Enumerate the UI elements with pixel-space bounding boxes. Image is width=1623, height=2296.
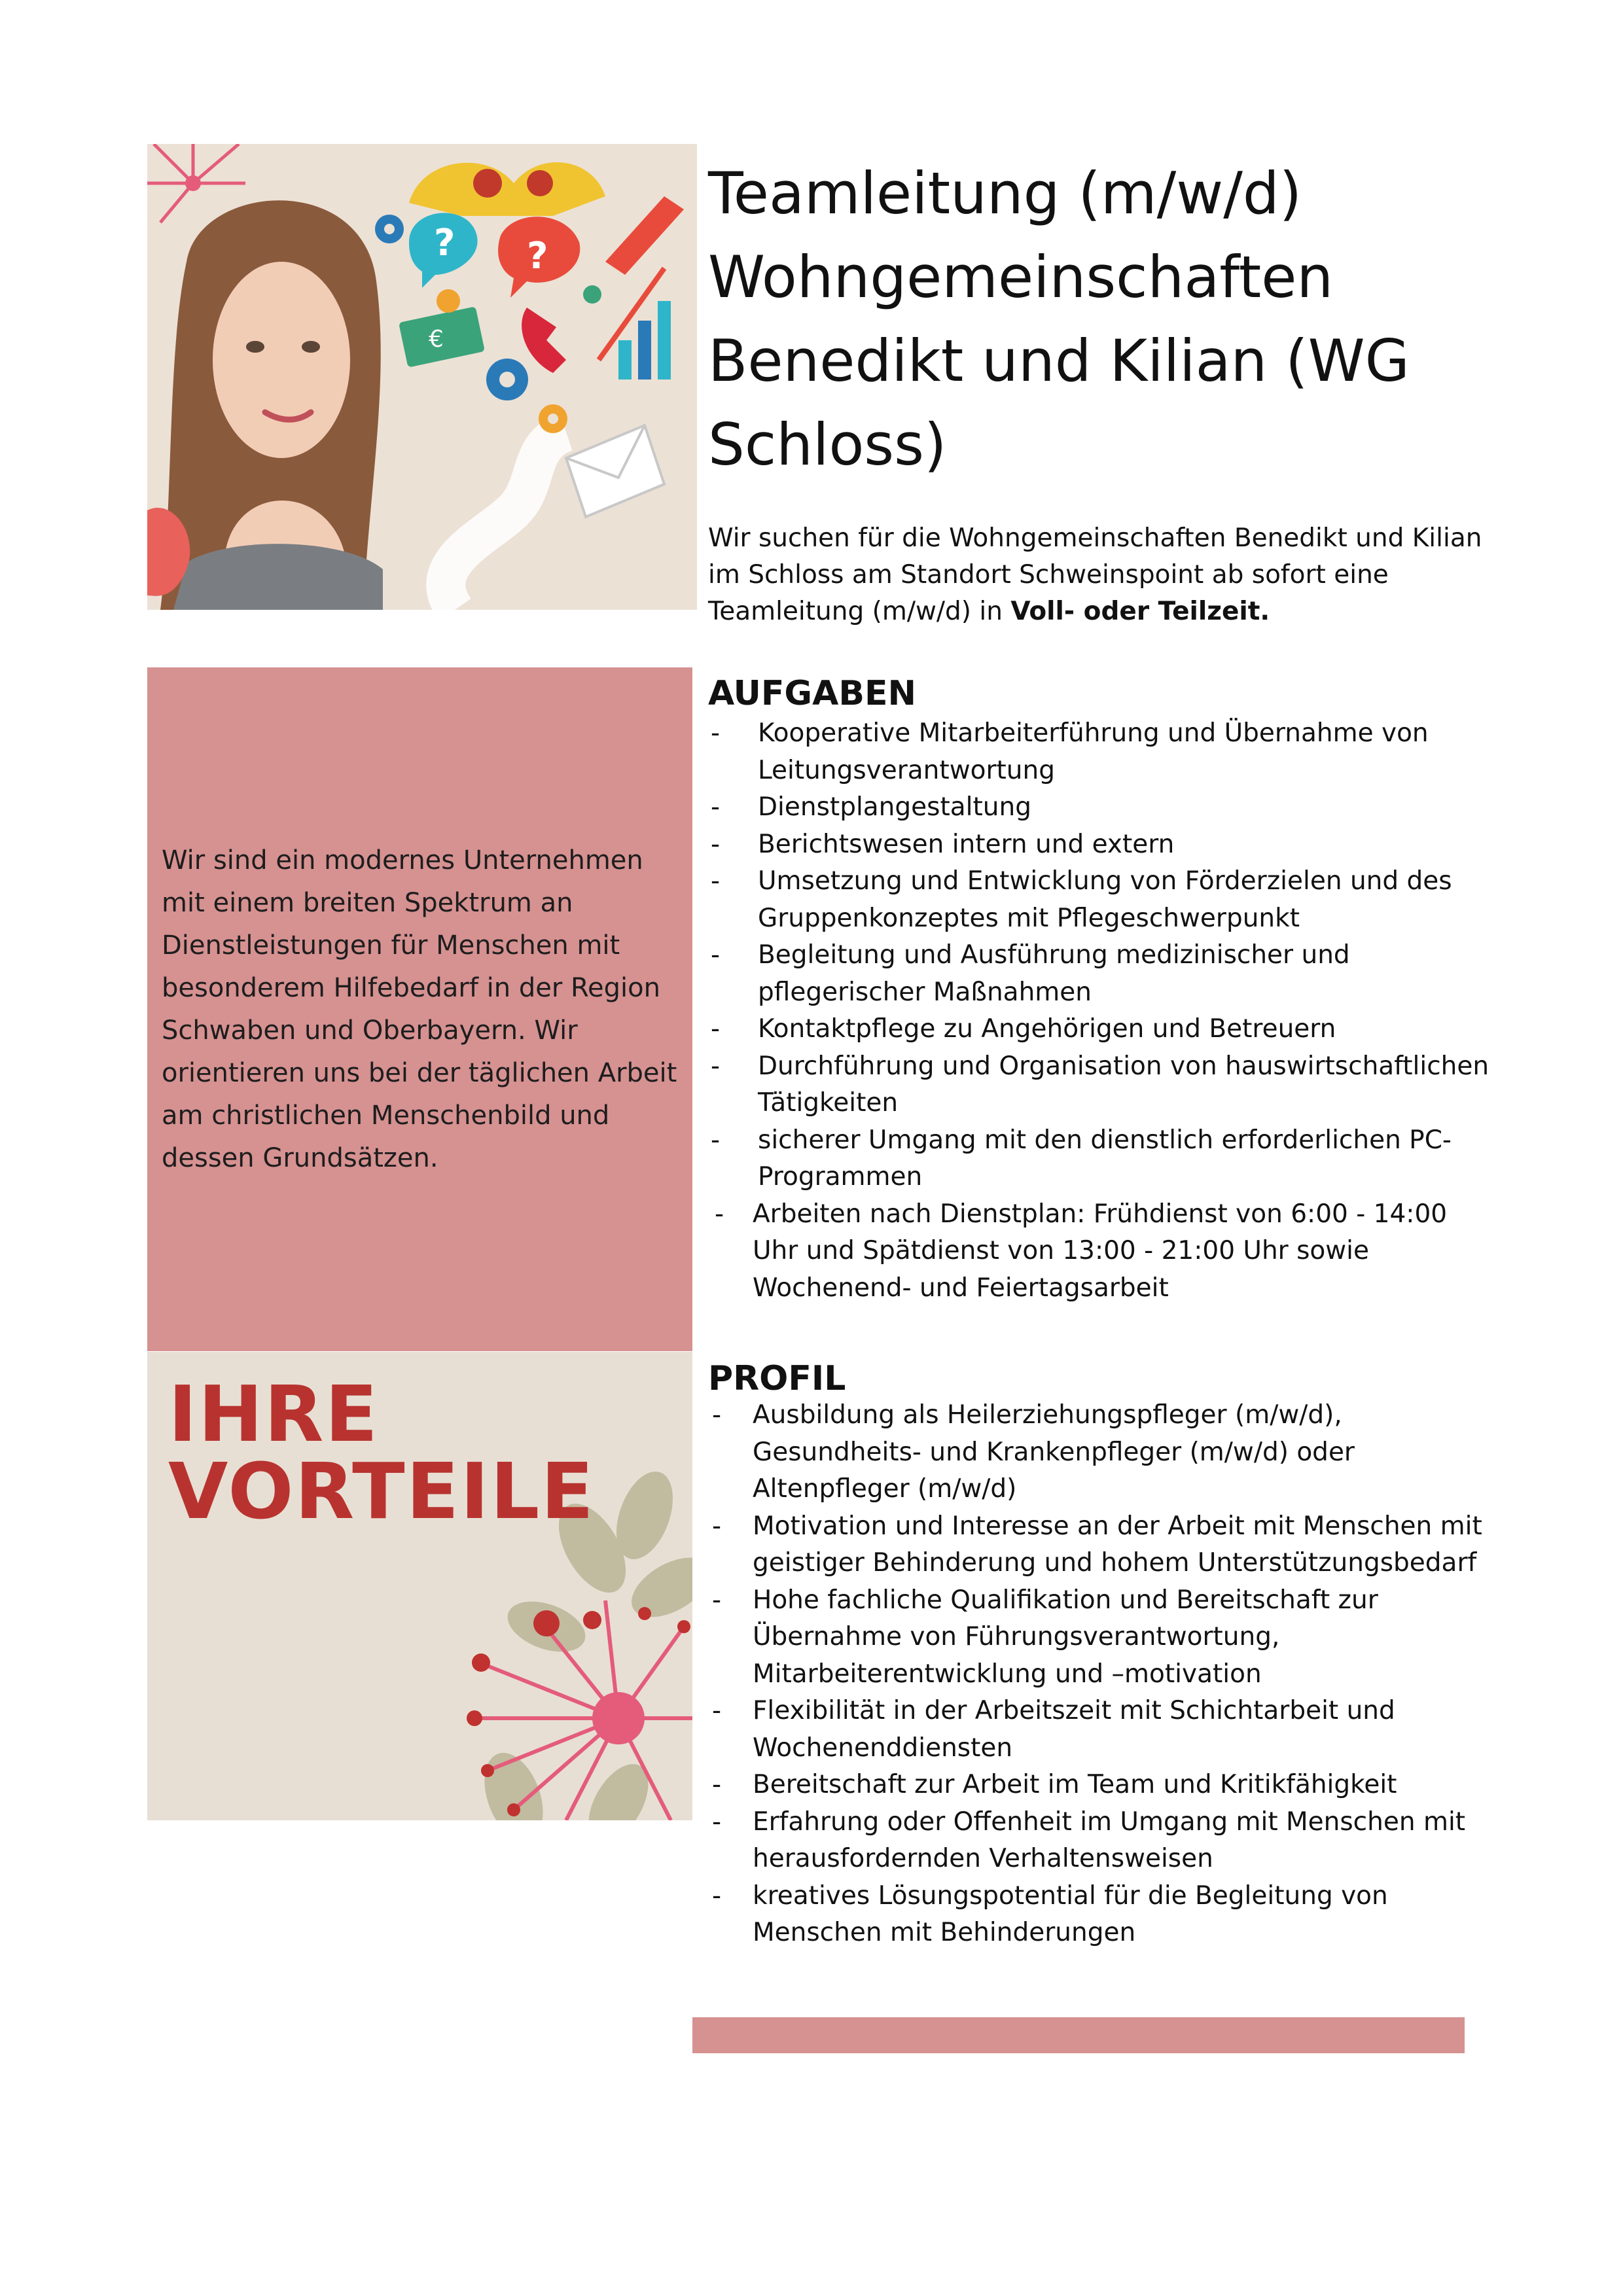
- intro-box: [147, 667, 692, 1351]
- job-lead: [708, 520, 1493, 630]
- job-lead-text: Wir suchen für die Wohngemeinschaften Benedikt und Kilian im Schloss am Standort Schweinspoint ab sofort eine Teamleitung (m/w/d) in: [708, 523, 1482, 626]
- profil-item: - Erfahrung oder Offenheit im Umgang mit Menschen mit herausfordernden Verhaltensweisen: [708, 1804, 1493, 1878]
- aufgaben-heading: AUFGABEN: [708, 674, 916, 713]
- advantages-line-2: VORTEILE: [168, 1446, 595, 1536]
- svg-text:€: €: [429, 326, 444, 353]
- profil-item: - Flexibilität in der Arbeitszeit mit Schichtarbeit und Wochenenddiensten: [708, 1693, 1493, 1767]
- aufgaben-item: - Kontaktpflege zu Angehörigen und Betreuern: [708, 1011, 1493, 1048]
- hero-photo: [147, 144, 697, 610]
- profil-item: - kreatives Lösungspotential für die Begleitung von Menschen mit Behinderungen: [708, 1878, 1493, 1952]
- aufgaben-item: - Arbeiten nach Dienstplan: Frühdienst von 6:00 - 14:00 Uhr und Spätdienst von 13:00 - 21:00 Uhr sowie Wochenend- und Feiertagsarbeit: [708, 1196, 1493, 1307]
- aufgaben-item: - Begleitung und Ausführung medizinischer und pflegerischer Maßnahmen: [708, 937, 1493, 1011]
- svg-text:?: ?: [434, 222, 455, 264]
- aufgaben-list: [708, 715, 1493, 1307]
- profil-item: - Motivation und Interesse an der Arbeit mit Menschen mit geistiger Behinderung und hohem Unterstützungsbedarf: [708, 1508, 1493, 1582]
- aufgaben-item: - Durchführung und Organisation von hauswirtschaftlichen Tätigkeiten: [708, 1048, 1493, 1122]
- advantages-banner: [147, 1352, 692, 1820]
- advantages-line-1: IHRE: [168, 1369, 380, 1459]
- footer-accent-bar: [692, 2017, 1465, 2053]
- svg-text:?: ?: [527, 235, 548, 277]
- aufgaben-item: - Dienstplangestaltung: [708, 789, 1493, 826]
- profil-item: - Hohe fachliche Qualifikation und Bereitschaft zur Übernahme von Führungsverantwortung, Mitarbeiterentwicklung und –motivation: [708, 1582, 1493, 1693]
- intro-text: Wir sind ein modernes Unternehmen mit einem breiten Spektrum an Dienstleistungen für Menschen mit besonderem Hilfebedarf in der Region Schwaben und Oberbayern. Wir orientieren uns bei der täglichen Arbeit am christlichen Menschenbild und dessen Grundsätzen.: [162, 845, 677, 1173]
- advantages-title: [168, 1369, 595, 1536]
- profil-item: - Ausbildung als Heilerziehungspfleger (m/w/d), Gesundheits- und Krankenpfleger (m/w/d) oder Altenpfleger (m/w/d): [708, 1397, 1493, 1508]
- aufgaben-item: - Berichtswesen intern und extern: [708, 826, 1493, 864]
- profil-item: - Bereitschaft zur Arbeit im Team und Kritikfähigkeit: [708, 1767, 1493, 1804]
- aufgaben-item: - sicherer Umgang mit den dienstlich erforderlichen PC-Programmen: [708, 1122, 1493, 1196]
- aufgaben-item: - Kooperative Mitarbeiterführung und Übernahme von Leitungsverantwortung: [708, 715, 1493, 789]
- woman-ideas-illustration-icon: [147, 144, 697, 610]
- job-title: Teamleitung (m/w/d) Wohngemeinschaften Benedikt und Kilian (WG Schloss): [708, 160, 1410, 478]
- aufgaben-item: - Umsetzung und Entwicklung von Förderzielen und des Gruppenkonzeptes mit Pflegeschwerpunkt: [708, 863, 1493, 937]
- profil-list: [708, 1397, 1493, 1952]
- profil-heading: PROFIL: [708, 1359, 846, 1398]
- job-lead-bold: Voll- oder Teilzeit.: [1010, 597, 1270, 626]
